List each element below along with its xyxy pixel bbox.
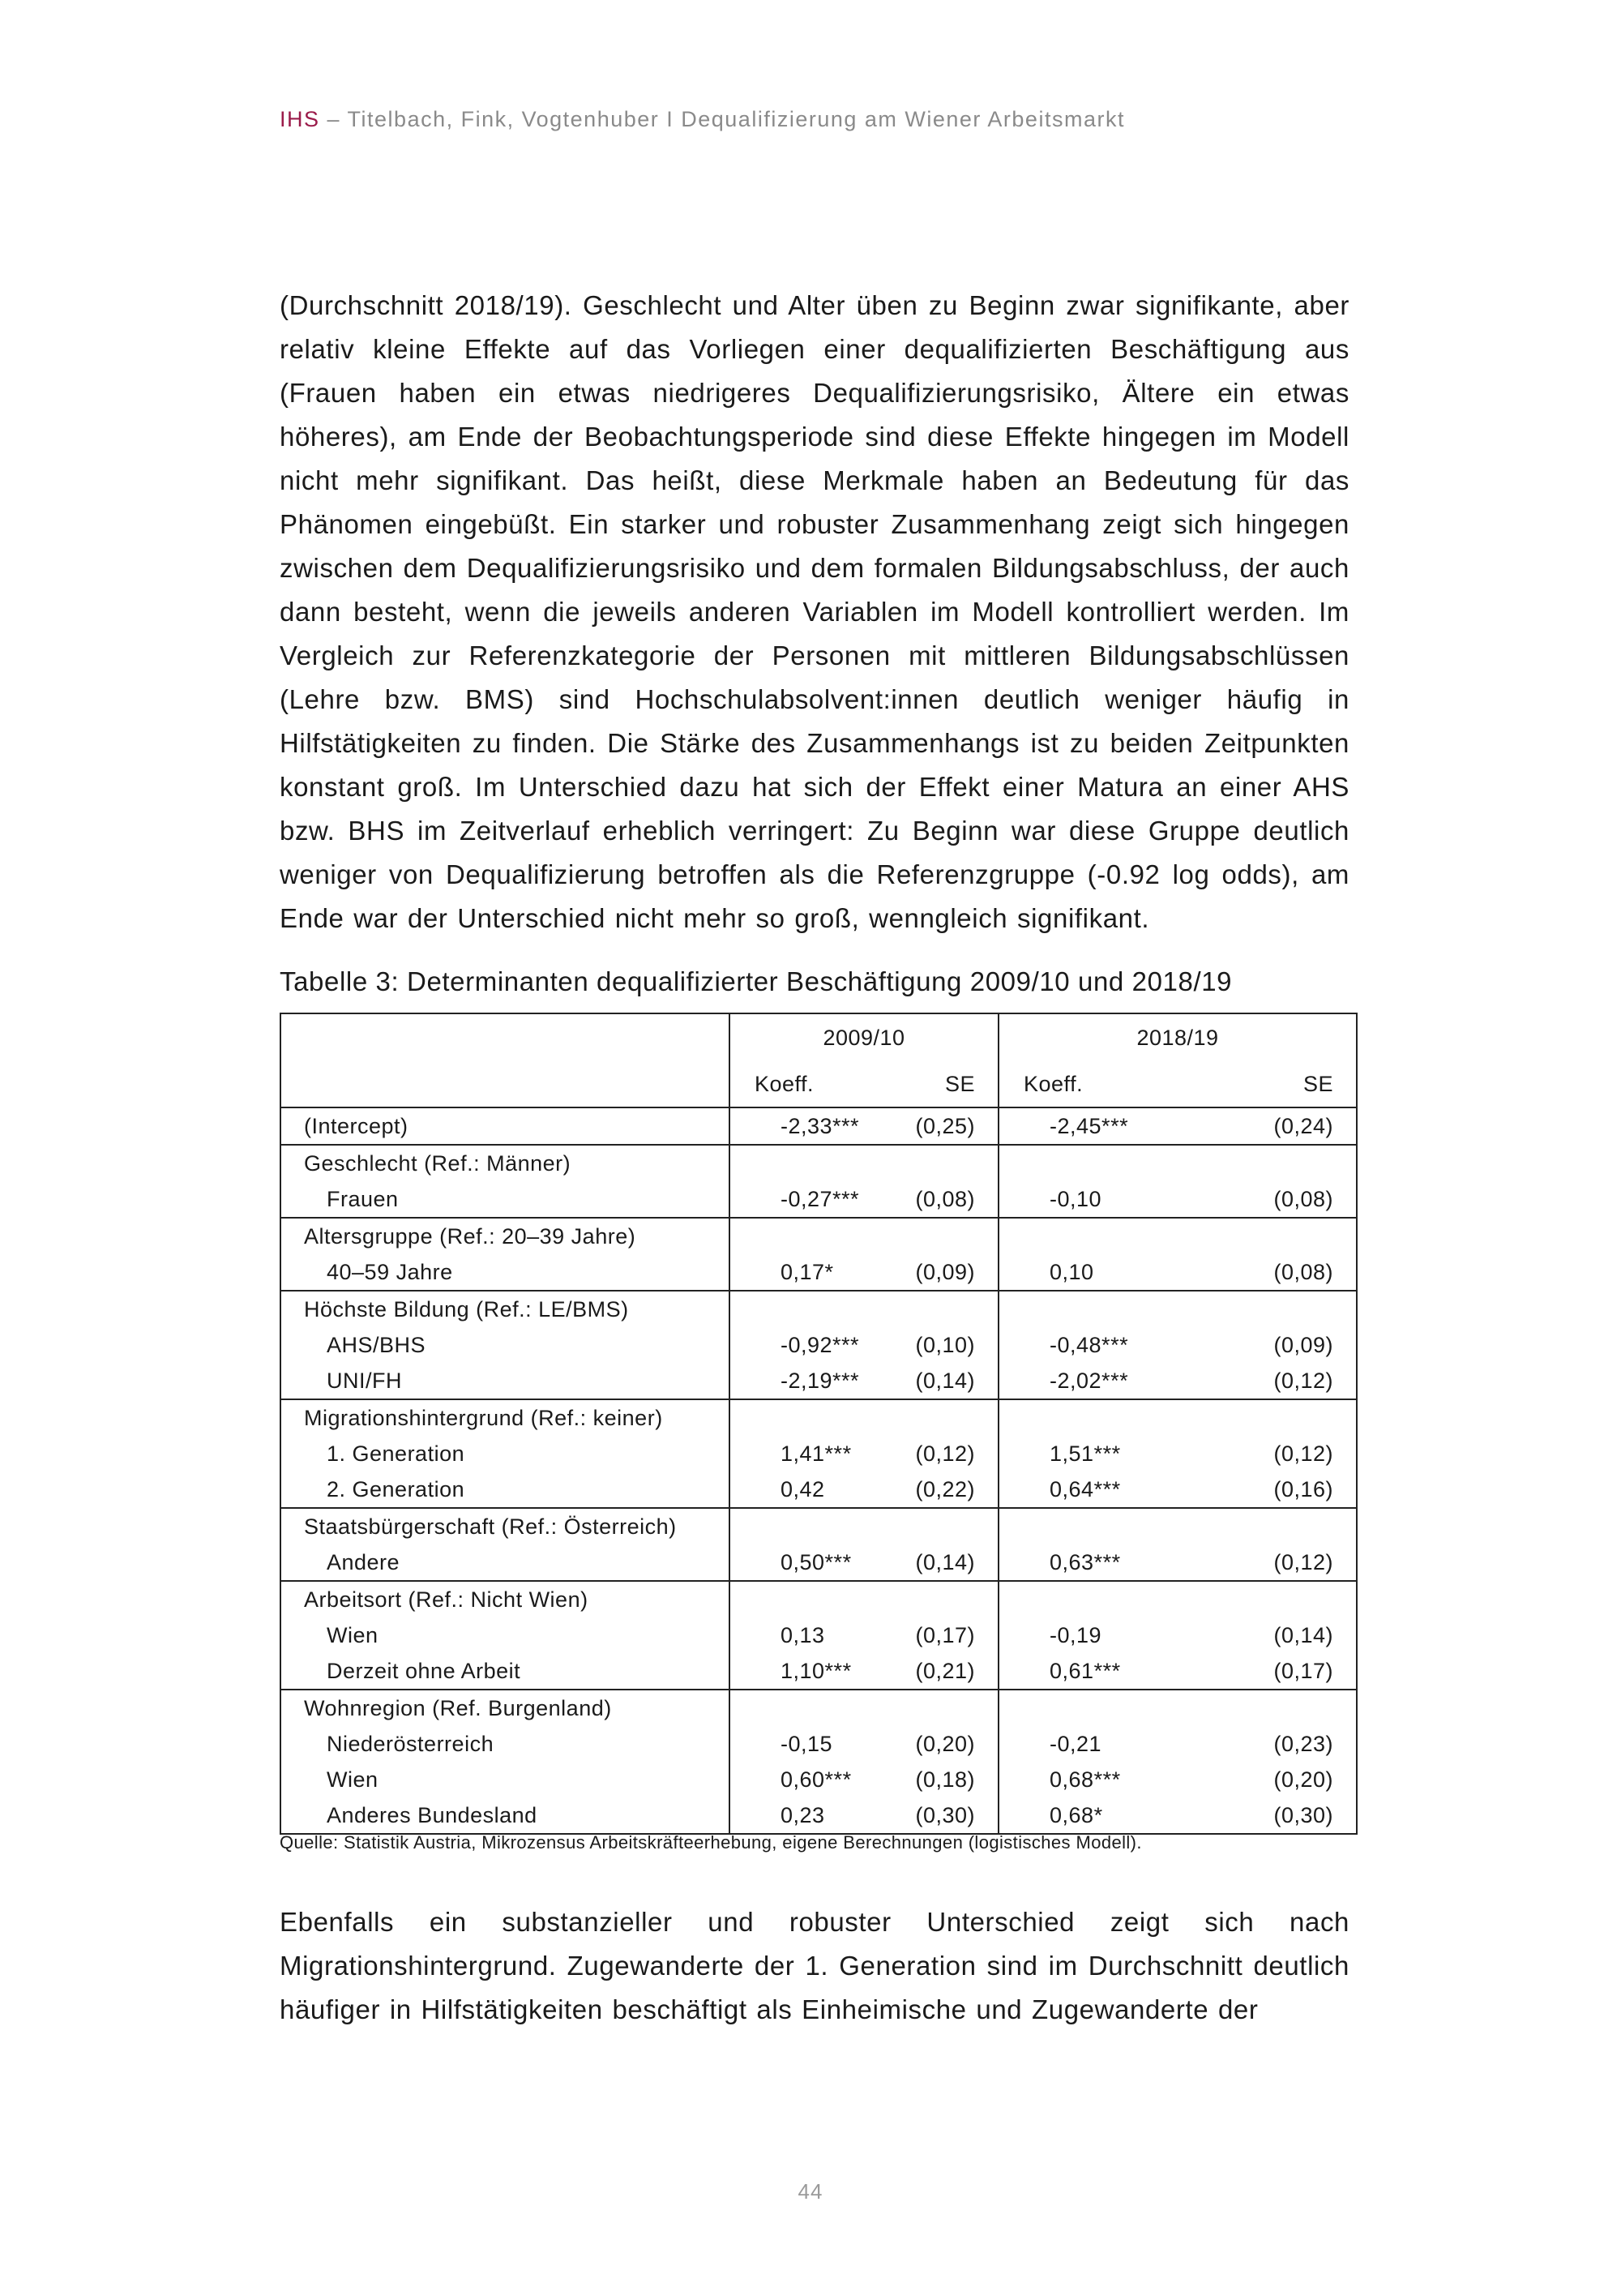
coef-2018: [999, 1145, 1190, 1181]
coef-2009: [729, 1145, 888, 1181]
se-header-2018: SE: [1190, 1061, 1357, 1107]
se-2018: [1190, 1145, 1357, 1181]
coef-header-2018: Koeff.: [999, 1061, 1190, 1107]
se-2009: [888, 1291, 999, 1327]
se-2009: [888, 1145, 999, 1181]
table-corner-sub: [280, 1061, 729, 1107]
se-2018: (0,12): [1190, 1544, 1357, 1581]
se-2009: (0,14): [888, 1544, 999, 1581]
se-2009: [888, 1508, 999, 1544]
table-row: [280, 1653, 1357, 1690]
row-label: 2. Generation: [280, 1471, 729, 1508]
coef-2009: [729, 1399, 888, 1436]
coef-2009: -0,15: [781, 1732, 833, 1756]
table-group-heading-row: [280, 1145, 1357, 1181]
coef-2009: 0,13: [781, 1623, 825, 1647]
coef-2009: [729, 1508, 888, 1544]
coef-2018: -0,19: [1050, 1623, 1102, 1647]
coef-2018: [999, 1399, 1190, 1436]
row-label: 1. Generation: [280, 1436, 729, 1471]
row-label: Wien: [280, 1617, 729, 1653]
table-row: [280, 1617, 1357, 1653]
se-2009: (0,30): [888, 1797, 999, 1834]
se-2009: (0,10): [888, 1327, 999, 1363]
body-paragraph-2: Ebenfalls ein substanzieller und robuster Unterschied zeigt sich nach Migrationshintergrund. Zugewanderte der 1. Generation sind im Durchschnitt deutlich häufiger in Hilfstätigkeiten beschäftigt als Einheimische und Zugewanderte der: [280, 1907, 1349, 2024]
se-2018: [1190, 1690, 1357, 1726]
table-row: [280, 1726, 1357, 1762]
se-2009: (0,08): [888, 1181, 999, 1218]
se-2009: (0,18): [888, 1762, 999, 1797]
se-2018: (0,08): [1190, 1254, 1357, 1291]
row-label: Andere: [280, 1544, 729, 1581]
table-row: [280, 1363, 1357, 1399]
se-2018: (0,09): [1190, 1327, 1357, 1363]
body-paragraph-1: (Durchschnitt 2018/19). Geschlecht und Alter üben zu Beginn zwar signifikante, aber relativ kleine Effekte auf das Vorliegen einer dequalifizierten Beschäftigung aus (Frauen haben ein etwas niedrigeres Dequalifizierungsrisiko, Ältere ein etwas höheres), am Ende der Beobachtungsperiode sind diese Effekte hingegen im Modell nicht mehr signifikant. Das heißt, diese Merkmale haben an Bedeutung für das Phänomen eingebüßt. Ein starker und robuster Zusammenhang zeigt sich hingegen zwischen dem Dequalifizierungsrisiko und dem formalen Bildungsabschluss, der auch dann besteht, wenn die jeweils anderen Variablen im Modell kontrolliert werden. Im Vergleich zur Referenzkategorie der Personen mit mittleren Bildungsabschlüssen (Lehre bzw. BMS) sind Hochschulabsolvent:innen deutlich weniger häufig in Hilfstätigkeiten zu finden. Die Stärke des Zusammenhangs ist zu beiden Zeitpunkten konstant groß. Im Unterschied dazu hat sich der Effekt einer Matura an einer AHS bzw. BHS im Zeitverlauf erheblich verringert: Zu Beginn war diese Gruppe deutlich weniger von Dequalifizierung betroffen als die Referenzgruppe (-0.92 log odds), am Ende war der Unterschied nicht mehr so groß, wenngleich signifikant.: [280, 290, 1349, 933]
se-2018: [1190, 1399, 1357, 1436]
row-label: Wien: [280, 1762, 729, 1797]
coef-2009: 0,42: [729, 1471, 888, 1508]
se-2018: [1190, 1218, 1357, 1254]
running-header: [280, 107, 1125, 132]
group-heading: Geschlecht (Ref.: Männer): [280, 1145, 729, 1181]
coef-2009: 0,17*: [729, 1254, 888, 1291]
coef-2009: -0,27***: [729, 1181, 888, 1218]
table-row: [280, 1254, 1357, 1291]
row-label: Niederösterreich: [280, 1726, 729, 1762]
coef-2018: 0,68*: [999, 1797, 1190, 1834]
coef-2018: [999, 1291, 1190, 1327]
table-group-heading-row: [280, 1508, 1357, 1544]
coef-2009: [729, 1291, 888, 1327]
page-number: 44: [798, 2179, 823, 2204]
row-label: (Intercept): [280, 1107, 729, 1145]
table-group-heading-row: [280, 1690, 1357, 1726]
coef-2018: [999, 1218, 1190, 1254]
row-label: Anderes Bundesland: [280, 1797, 729, 1834]
coef-2018: -2,45***: [999, 1107, 1190, 1145]
coef-2018: -0,10: [999, 1181, 1190, 1218]
se-2009: [888, 1690, 999, 1726]
period-2009-header: 2009/10: [729, 1013, 999, 1061]
table-row: [280, 1436, 1357, 1471]
se-2009: [888, 1581, 999, 1617]
row-label: 40–59 Jahre: [280, 1254, 729, 1291]
se-2018: (0,12): [1190, 1436, 1357, 1471]
se-2009: (0,12): [888, 1436, 999, 1471]
se-2018: [1190, 1508, 1357, 1544]
coef-2009: 0,23: [729, 1797, 888, 1834]
coef-2018: -2,02***: [999, 1363, 1190, 1399]
se-2018: [1190, 1581, 1357, 1617]
row-label: UNI/FH: [280, 1363, 729, 1399]
row-label: AHS/BHS: [280, 1327, 729, 1363]
regression-table: [280, 1013, 1356, 1835]
coef-2018: 0,61***: [999, 1653, 1190, 1690]
coef-2009: -2,33***: [729, 1107, 888, 1145]
period-2018-header: 2018/19: [999, 1013, 1357, 1061]
coef-2009: -0,92***: [781, 1333, 860, 1357]
se-header-2009: SE: [888, 1061, 999, 1107]
se-2018: (0,12): [1190, 1363, 1357, 1399]
se-2009: (0,21): [888, 1653, 999, 1690]
coef-2018: 1,51***: [1050, 1441, 1121, 1466]
table-row: [280, 1762, 1357, 1797]
row-label: Derzeit ohne Arbeit: [280, 1653, 729, 1690]
coef-2009: 1,10***: [729, 1653, 888, 1690]
coef-2009: 0,60***: [781, 1767, 852, 1792]
table-group-heading-row: [280, 1581, 1357, 1617]
table-group-heading-row: [280, 1291, 1357, 1327]
coef-2018: 0,63***: [999, 1544, 1190, 1581]
se-2018: (0,24): [1190, 1107, 1357, 1145]
table-corner: [280, 1013, 729, 1061]
se-2018: (0,16): [1190, 1471, 1357, 1508]
se-2009: (0,09): [888, 1254, 999, 1291]
se-2009: (0,17): [888, 1617, 999, 1653]
se-2018: (0,23): [1190, 1726, 1357, 1762]
group-heading: Arbeitsort (Ref.: Nicht Wien): [280, 1581, 729, 1617]
table-group-heading-row: [280, 1399, 1357, 1436]
table-row: [280, 1181, 1357, 1218]
coef-2018: [999, 1581, 1190, 1617]
se-2018: [1190, 1291, 1357, 1327]
table-caption: Tabelle 3: Determinanten dequalifizierter Beschäftigung 2009/10 und 2018/19: [280, 966, 1233, 996]
se-2018: (0,17): [1190, 1653, 1357, 1690]
se-2018: (0,20): [1190, 1762, 1357, 1797]
table-group-heading-row: [280, 1218, 1357, 1254]
se-2009: (0,20): [888, 1726, 999, 1762]
table-row: [280, 1797, 1357, 1834]
coef-2018: [999, 1690, 1190, 1726]
coef-2009: [729, 1690, 888, 1726]
se-2018: (0,08): [1190, 1181, 1357, 1218]
table-source: Quelle: Statistik Austria, Mikrozensus Arbeitskräfteerhebung, eigene Berechnungen (logistisches Modell).: [280, 1832, 1142, 1853]
group-heading: Migrationshintergrund (Ref.: keiner): [280, 1399, 729, 1436]
group-heading: Wohnregion (Ref. Burgenland): [280, 1690, 729, 1726]
coef-2018: 0,64***: [999, 1471, 1190, 1508]
header-brand: IHS: [280, 107, 320, 131]
table-row: [280, 1544, 1357, 1581]
coef-2009: [729, 1581, 888, 1617]
se-2018: (0,30): [1190, 1797, 1357, 1834]
se-2009: (0,14): [888, 1363, 999, 1399]
group-heading: Höchste Bildung (Ref.: LE/BMS): [280, 1291, 729, 1327]
row-label: Frauen: [280, 1181, 729, 1218]
coef-2009: 0,50***: [729, 1544, 888, 1581]
se-2009: (0,25): [888, 1107, 999, 1145]
coef-2009: [729, 1218, 888, 1254]
coef-2018: 0,68***: [1050, 1767, 1121, 1792]
group-heading: Altersgruppe (Ref.: 20–39 Jahre): [280, 1218, 729, 1254]
table-row: [280, 1327, 1357, 1363]
coef-2018: 0,10: [999, 1254, 1190, 1291]
table-row: [280, 1107, 1357, 1145]
coef-2018: [999, 1508, 1190, 1544]
coef-2009: 1,41***: [781, 1441, 852, 1466]
coef-2018: -0,48***: [1050, 1333, 1129, 1357]
group-heading: Staatsbürgerschaft (Ref.: Österreich): [280, 1508, 729, 1544]
header-title: – Titelbach, Fink, Vogtenhuber I Dequalifizierung am Wiener Arbeitsmarkt: [319, 107, 1125, 131]
coef-header-2009: Koeff.: [729, 1061, 888, 1107]
se-2009: [888, 1218, 999, 1254]
se-2009: [888, 1399, 999, 1436]
coef-2018: -0,21: [1050, 1732, 1102, 1756]
coef-2009: -2,19***: [729, 1363, 888, 1399]
table-row: [280, 1471, 1357, 1508]
se-2009: (0,22): [888, 1471, 999, 1508]
se-2018: (0,14): [1190, 1617, 1357, 1653]
